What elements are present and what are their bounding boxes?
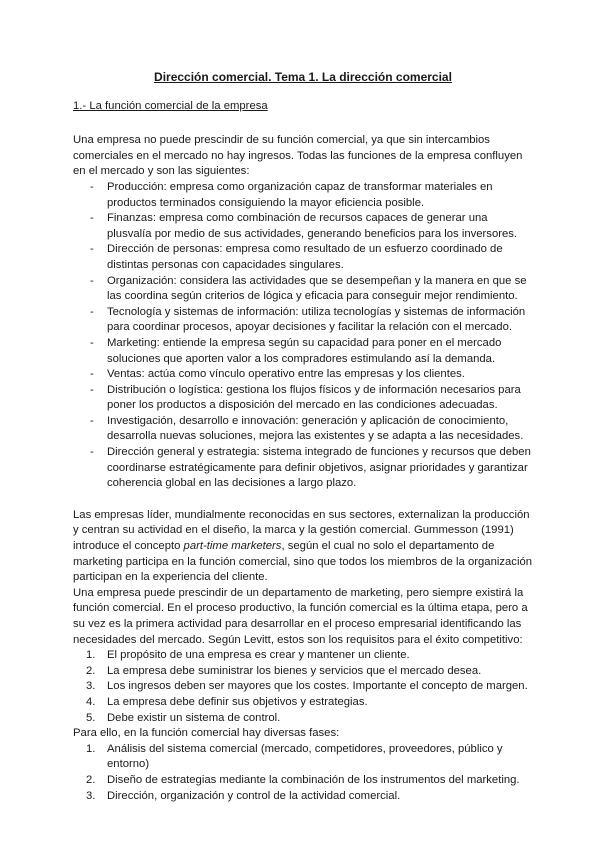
list-item: - Producción: empresa como organización capaz de transformar materiales en productos terminados consiguiendo la mayor eficiencia posible. <box>73 180 533 211</box>
list-item <box>73 648 533 664</box>
list-item: - Ventas: actúa como vínculo operativo entre las empresas y los clientes. <box>73 367 533 383</box>
list-text: Los ingresos deben ser mayores que los costes. Importante el concepto de margen. <box>107 680 528 693</box>
list-text: La empresa debe definir sus objetivos y estrategias. <box>107 695 368 708</box>
levitt-paragraph: Una empresa puede prescindir de un departamento de marketing, pero siempre existirá la función comercial. En el proceso productivo, la función comercial es la última etapa, pero a su vez es la primera actividad para desarrollar en el proceso empresarial identificando las necesidades del mercado. Según Levitt, estos son los requisitos para el éxito competitivo: <box>73 586 528 646</box>
list-item: - Organización: considera las actividades que se desempeñan y la manera en que se las coordina según criterios de lógica y eficacia para conseguir mejor rendimiento. <box>73 274 533 305</box>
list-item <box>73 789 533 805</box>
phases-list <box>73 742 533 804</box>
list-number: 2. <box>86 773 96 786</box>
list-item: - Dirección general y estrategia: sistema integrado de funciones y recursos que deben coordinarse estratégicamente para definir objetivos, asignar prioridades y garantizar coherencia global en las decisiones a largo plazo. <box>73 445 533 492</box>
list-number: 5. <box>86 711 96 724</box>
list-number: 3. <box>86 789 96 802</box>
list-item: - Marketing: entiende la empresa según su capacidad para poner en el mercado soluciones que aporten valor a los compradores estimulando así la demanda. <box>73 336 533 367</box>
list-item <box>73 679 533 695</box>
intro-paragraph: Una empresa no puede prescindir de su función comercial, ya que sin intercambios comerciales en el mercado no hay ingresos. Todas las funciones de la empresa confluyen en el mercado y son las siguientes: <box>73 134 523 178</box>
phases-intro: Para ello, en la función comercial hay diversas fases: <box>73 727 340 740</box>
leaders-text-start: Las empresas líder, mundialmente reconocidas en sus sectores, externalizan la producción y centran su actividad en el diseño, la marca y la gestión comercial. Gummesson (1991) introduce el concepto <box>73 508 530 553</box>
list-text: Diseño de estrategias mediante la combinación de los instrumentos del marketing. <box>107 773 520 786</box>
list-number: 1. <box>86 649 96 662</box>
list-item <box>73 695 533 711</box>
list-item <box>73 711 533 727</box>
list-text: Análisis del sistema comercial (mercado, competidores, proveedores, público y entorno) <box>107 742 503 771</box>
list-item <box>73 773 533 789</box>
list-text: Debe existir un sistema de control. <box>107 711 281 724</box>
list-item: - Investigación, desarrollo e innovación: generación y aplicación de conocimiento, desarrolla nuevas soluciones, mejora las existentes y se adapta a las necesidades. <box>73 414 533 445</box>
list-item <box>73 742 533 773</box>
leaders-paragraph <box>73 508 533 586</box>
list-number: 4. <box>86 695 96 708</box>
functions-list <box>73 180 533 492</box>
section-heading: 1.- La función comercial de la empresa <box>73 99 268 112</box>
list-number: 2. <box>86 664 96 677</box>
list-item: - Tecnología y sistemas de información: utiliza tecnologías y sistemas de información para coordinar procesos, apoyar decisiones y facilitar la relación con el mercado. <box>73 305 533 336</box>
leaders-text-end: , según el cual no solo el departamento de marketing participa en la función comercial, sino que todos los miembros de la organización participan en la experiencia del cliente. <box>73 540 533 584</box>
part-time-marketers-term: part-time marketers <box>183 540 282 553</box>
list-item: - Distribución o logística: gestiona los flujos físicos y de información necesarios para poner los productos a disposición del mercado en las condiciones adecuadas. <box>73 383 533 414</box>
list-item: - Dirección de personas: empresa como resultado de un esfuerzo coordinado de distintas personas con capacidades singulares. <box>73 242 533 273</box>
list-number: 3. <box>86 680 96 693</box>
list-number: 1. <box>86 742 96 755</box>
list-text: Dirección, organización y control de la actividad comercial. <box>107 789 401 802</box>
list-text: La empresa debe suministrar los bienes y servicios que el mercado desea. <box>107 664 482 677</box>
list-item <box>73 664 533 680</box>
requisites-list <box>73 648 533 726</box>
list-text: El propósito de una empresa es crear y mantener un cliente. <box>107 649 410 662</box>
list-item: - Finanzas: empresa como combinación de recursos capaces de generar una plusvalía por medio de sus actividades, generando beneficios para los inversores. <box>73 211 533 242</box>
document-title: Dirección comercial. Tema 1. La dirección comercial <box>154 70 452 84</box>
paragraph-gap <box>73 492 533 508</box>
document-page <box>73 70 533 804</box>
